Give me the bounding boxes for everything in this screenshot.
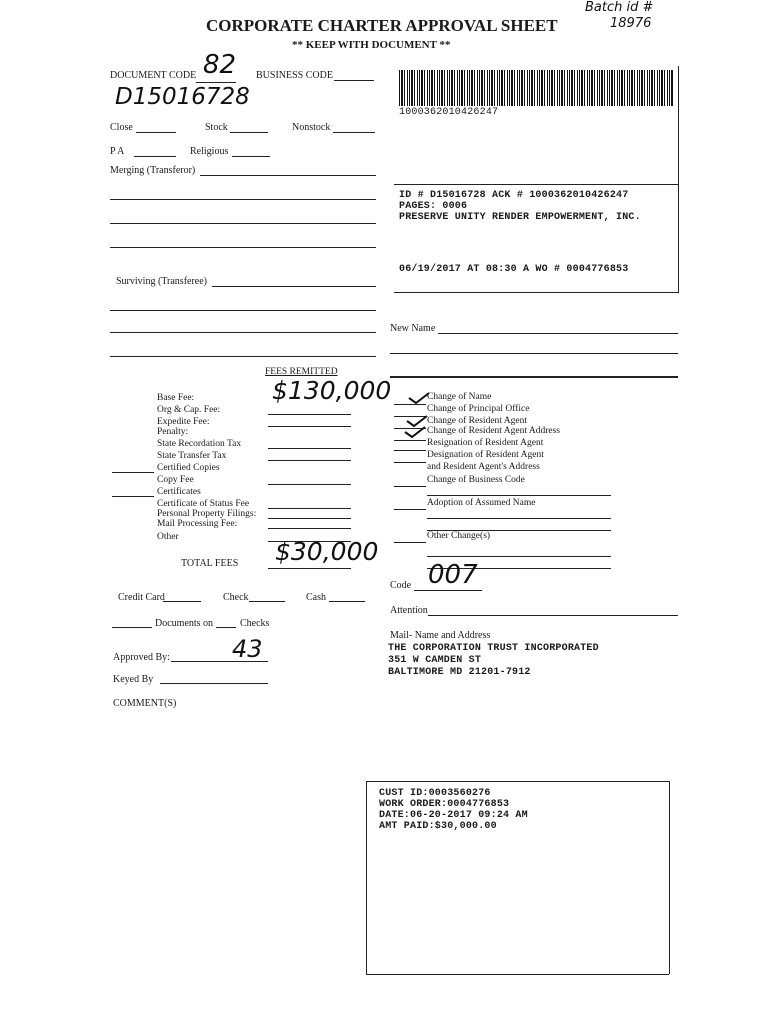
fee-status-label: Certificate of Status Fee [157, 499, 250, 509]
base-fee-handwritten: $130,000 [272, 376, 392, 405]
new-name-label: New Name [390, 323, 436, 334]
change-agent-address-label: Change of Resident Agent Address [427, 426, 560, 436]
fee-transfer-label: State Transfer Tax [157, 451, 227, 461]
receipt-amount: AMT PAID:$30,000.00 [379, 821, 497, 832]
fee-org-cap-label: Org & Cap. Fee: [157, 405, 221, 415]
religious-label: Religious [190, 146, 229, 157]
receipt-date: DATE:06-20-2017 09:24 AM [379, 810, 528, 821]
page-title: CORPORATE CHARTER APPROVAL SHEET [206, 16, 558, 35]
mail-line-3: BALTIMORE MD 21201-7912 [388, 667, 531, 678]
close-label: Close [110, 122, 133, 133]
approved-by-handwritten: 43 [232, 635, 263, 663]
keyed-by-label: Keyed By [113, 674, 154, 685]
business-code-label: BUSINESS CODE [256, 70, 333, 81]
other-changes-label: Other Change(s) [427, 531, 491, 541]
surviving-label: Surviving (Transferee) [116, 276, 208, 287]
fee-recordation-label: State Recordation Tax [157, 439, 242, 449]
stamp-id-line: ID # D15016728 ACK # 1000362010426247 [399, 190, 629, 201]
fee-penalty-label: Penalty: [157, 427, 189, 437]
receipt-work-order: WORK ORDER:0004776853 [379, 799, 510, 810]
fee-copy-label: Copy Fee [157, 475, 194, 485]
change-principal-office-label: Change of Principal Office [427, 404, 530, 414]
comments-label: COMMENT(S) [113, 698, 177, 709]
receipt-cust-id: CUST ID:0003560276 [379, 788, 491, 799]
resignation-agent-label: Resignation of Resident Agent [427, 438, 544, 448]
designation-agent-label: Designation of Resident Agent [427, 450, 544, 460]
pa-label: P A [110, 146, 125, 157]
stock-label: Stock [205, 122, 228, 133]
fees-header: FEES REMITTED [265, 367, 338, 377]
mail-line-1: THE CORPORATION TRUST INCORPORATED [388, 643, 599, 654]
stamp-pages-line: PAGES: 0006 [399, 201, 468, 212]
fee-base-label: Base Fee: [157, 393, 195, 403]
batch-id-handwritten: Batch id # [585, 0, 654, 15]
mail-line-2: 351 W CAMDEN ST [388, 655, 482, 666]
stamp-date-line: 06/19/2017 AT 08:30 A WO # 0004776853 [399, 264, 629, 275]
change-business-code-label: Change of Business Code [427, 475, 525, 485]
attention-label: Attention [390, 605, 428, 616]
merging-label: Merging (Transferor) [110, 165, 196, 176]
fee-other-label: Other [157, 532, 179, 542]
checks-label: Checks [240, 618, 270, 629]
code-handwritten: 007 [428, 560, 478, 590]
checkmark-icon [408, 392, 430, 404]
total-fees-label: TOTAL FEES [181, 558, 239, 569]
fee-property-label: Personal Property Filings: [157, 509, 257, 519]
credit-card-label: Credit Card [118, 592, 165, 603]
designation-agent-address-label: and Resident Agent's Address [427, 462, 540, 472]
document-code-label: DOCUMENT CODE [110, 70, 197, 81]
cash-label: Cash [306, 592, 326, 603]
barcode-number: 1000362010426247 [399, 107, 499, 118]
check-label: Check [223, 592, 249, 603]
change-resident-agent-label: Change of Resident Agent [427, 416, 527, 426]
nonstock-label: Nonstock [292, 122, 331, 133]
document-code-value: 82 [203, 50, 237, 80]
fee-mail-label: Mail Processing Fee: [157, 519, 238, 529]
document-id-handwritten: D15016728 [115, 84, 250, 110]
documents-on-label: Documents on [155, 618, 214, 629]
page-subtitle: ** KEEP WITH DOCUMENT ** [292, 39, 451, 51]
fee-certified-copies-label: Certified Copies [157, 463, 220, 473]
batch-number-handwritten: 18976 [610, 16, 652, 31]
change-name-label: Change of Name [427, 392, 492, 402]
fee-expedite-label: Expedite Fee: [157, 417, 210, 427]
stamp-company-line: PRESERVE UNITY RENDER EMPOWERMENT, INC. [399, 212, 641, 223]
approved-by-label: Approved By: [113, 652, 170, 663]
mail-label: Mail- Name and Address [390, 630, 491, 641]
adoption-assumed-name-label: Adoption of Assumed Name [427, 498, 536, 508]
code-label: Code [390, 580, 412, 591]
fee-certificates-label: Certificates [157, 487, 201, 497]
barcode [399, 70, 673, 106]
total-fees-handwritten: $30,000 [275, 537, 379, 566]
checkmark-icon [404, 426, 426, 438]
